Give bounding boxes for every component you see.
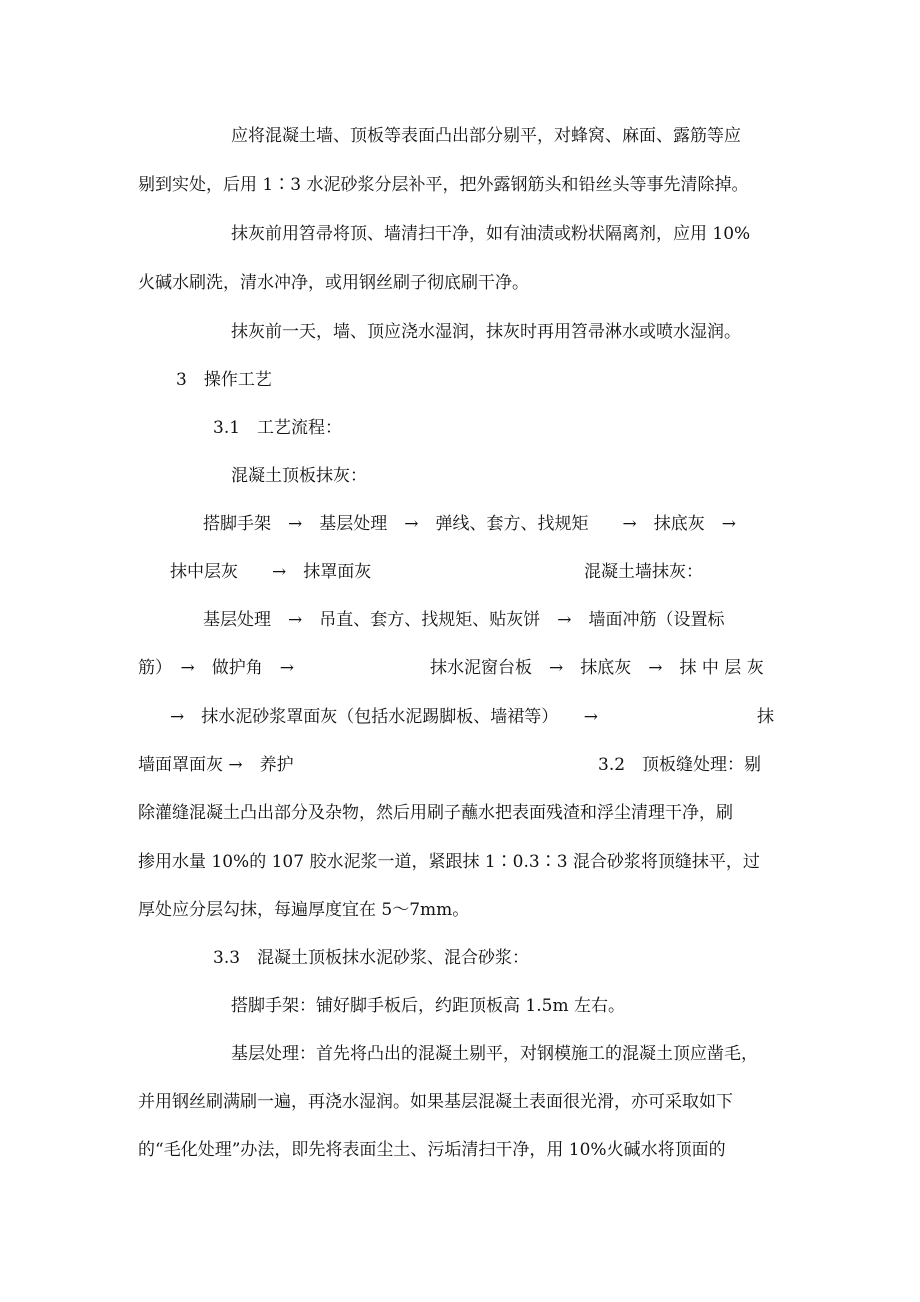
flow-line: 搭脚手架 → 基层处理 → 弹线、套方、找规矩 → 抹底灰 → [203,514,736,534]
paragraph-line: 混凝土顶板抹灰： [231,466,367,486]
paragraph-line: 厚处应分层勾抹，每遍厚度宜在 5～7mm。 [138,900,470,920]
flow-line: 墙面罩面灰 → 养护 [138,755,294,775]
subsection-heading: 3.3 混凝土顶板抹水泥砂浆、混合砂浆： [213,948,530,968]
paragraph-line: 抹灰前一天，墙、顶应浇水湿润，抹灰时再用笤帚淋水或喷水湿润。 [231,322,741,342]
paragraph-line: 剔到实处，后用 1∶3 水泥砂浆分层补平，把外露钢筋头和铅丝头等事先清除掉。 [138,175,749,195]
paragraph-line: 并用钢丝刷满刷一遍，再浇水湿润。如果基层混凝土表面很光滑，亦可采取如下 [138,1092,733,1112]
paragraph-line: 搭脚手架：铺好脚手板后，约距顶板高 1.5m 左右。 [231,996,625,1016]
flow-line: 抹中层灰 → 抹罩面灰 [170,562,372,582]
paragraph-line: 掺用水量 10%的 107 胶水泥浆一道，紧跟抹 1∶0.3∶3 混合砂浆将顶缝抹平，过 [138,852,760,872]
paragraph-line: 抹灰前用笤帚将顶、墙清扫干净，如有油渍或粉状隔离剂，应用 10% [231,224,751,244]
paragraph-line: 基层处理：首先将凸出的混凝土剔平，对钢模施工的混凝土顶应凿毛， [231,1044,758,1064]
flow-line: 筋） → 做护角 → [138,658,294,678]
flow-line: 基层处理 → 吊直、套方、找规矩、贴灰饼 → 墙面冲筋（设置标 [203,610,725,630]
flow-line: 抹 [757,707,774,727]
flow-line: 混凝土墙抹灰： [584,562,703,582]
paragraph-line: 应将混凝土墙、顶板等表面凸出部分剔平，对蜂窝、麻面、露筋等应 [231,126,741,146]
flow-line: → 抹水泥砂浆罩面灰（包括水泥踢脚板、墙裙等） → [170,707,598,727]
subsection-heading: 3.1 工艺流程： [213,418,343,438]
flow-line: 抹水泥窗台板 → 抹底灰 → 抹 中 层 灰 [430,658,764,678]
section-heading: 3 操作工艺 [176,370,272,390]
paragraph-line: 除灌缝混凝土凸出部分及杂物，然后用刷子蘸水把表面残渣和浮尘清理干净，刷 [138,803,733,823]
paragraph-line: 的“毛化处理”办法，即先将表面尘土、污垢清扫干净，用 10%火碱水将顶面的 [138,1140,726,1160]
subsection-heading: 3.2 顶板缝处理：剔 [598,755,762,775]
paragraph-line: 火碱水刷洗，清水冲净，或用钢丝刷子彻底刷干净。 [138,273,529,293]
